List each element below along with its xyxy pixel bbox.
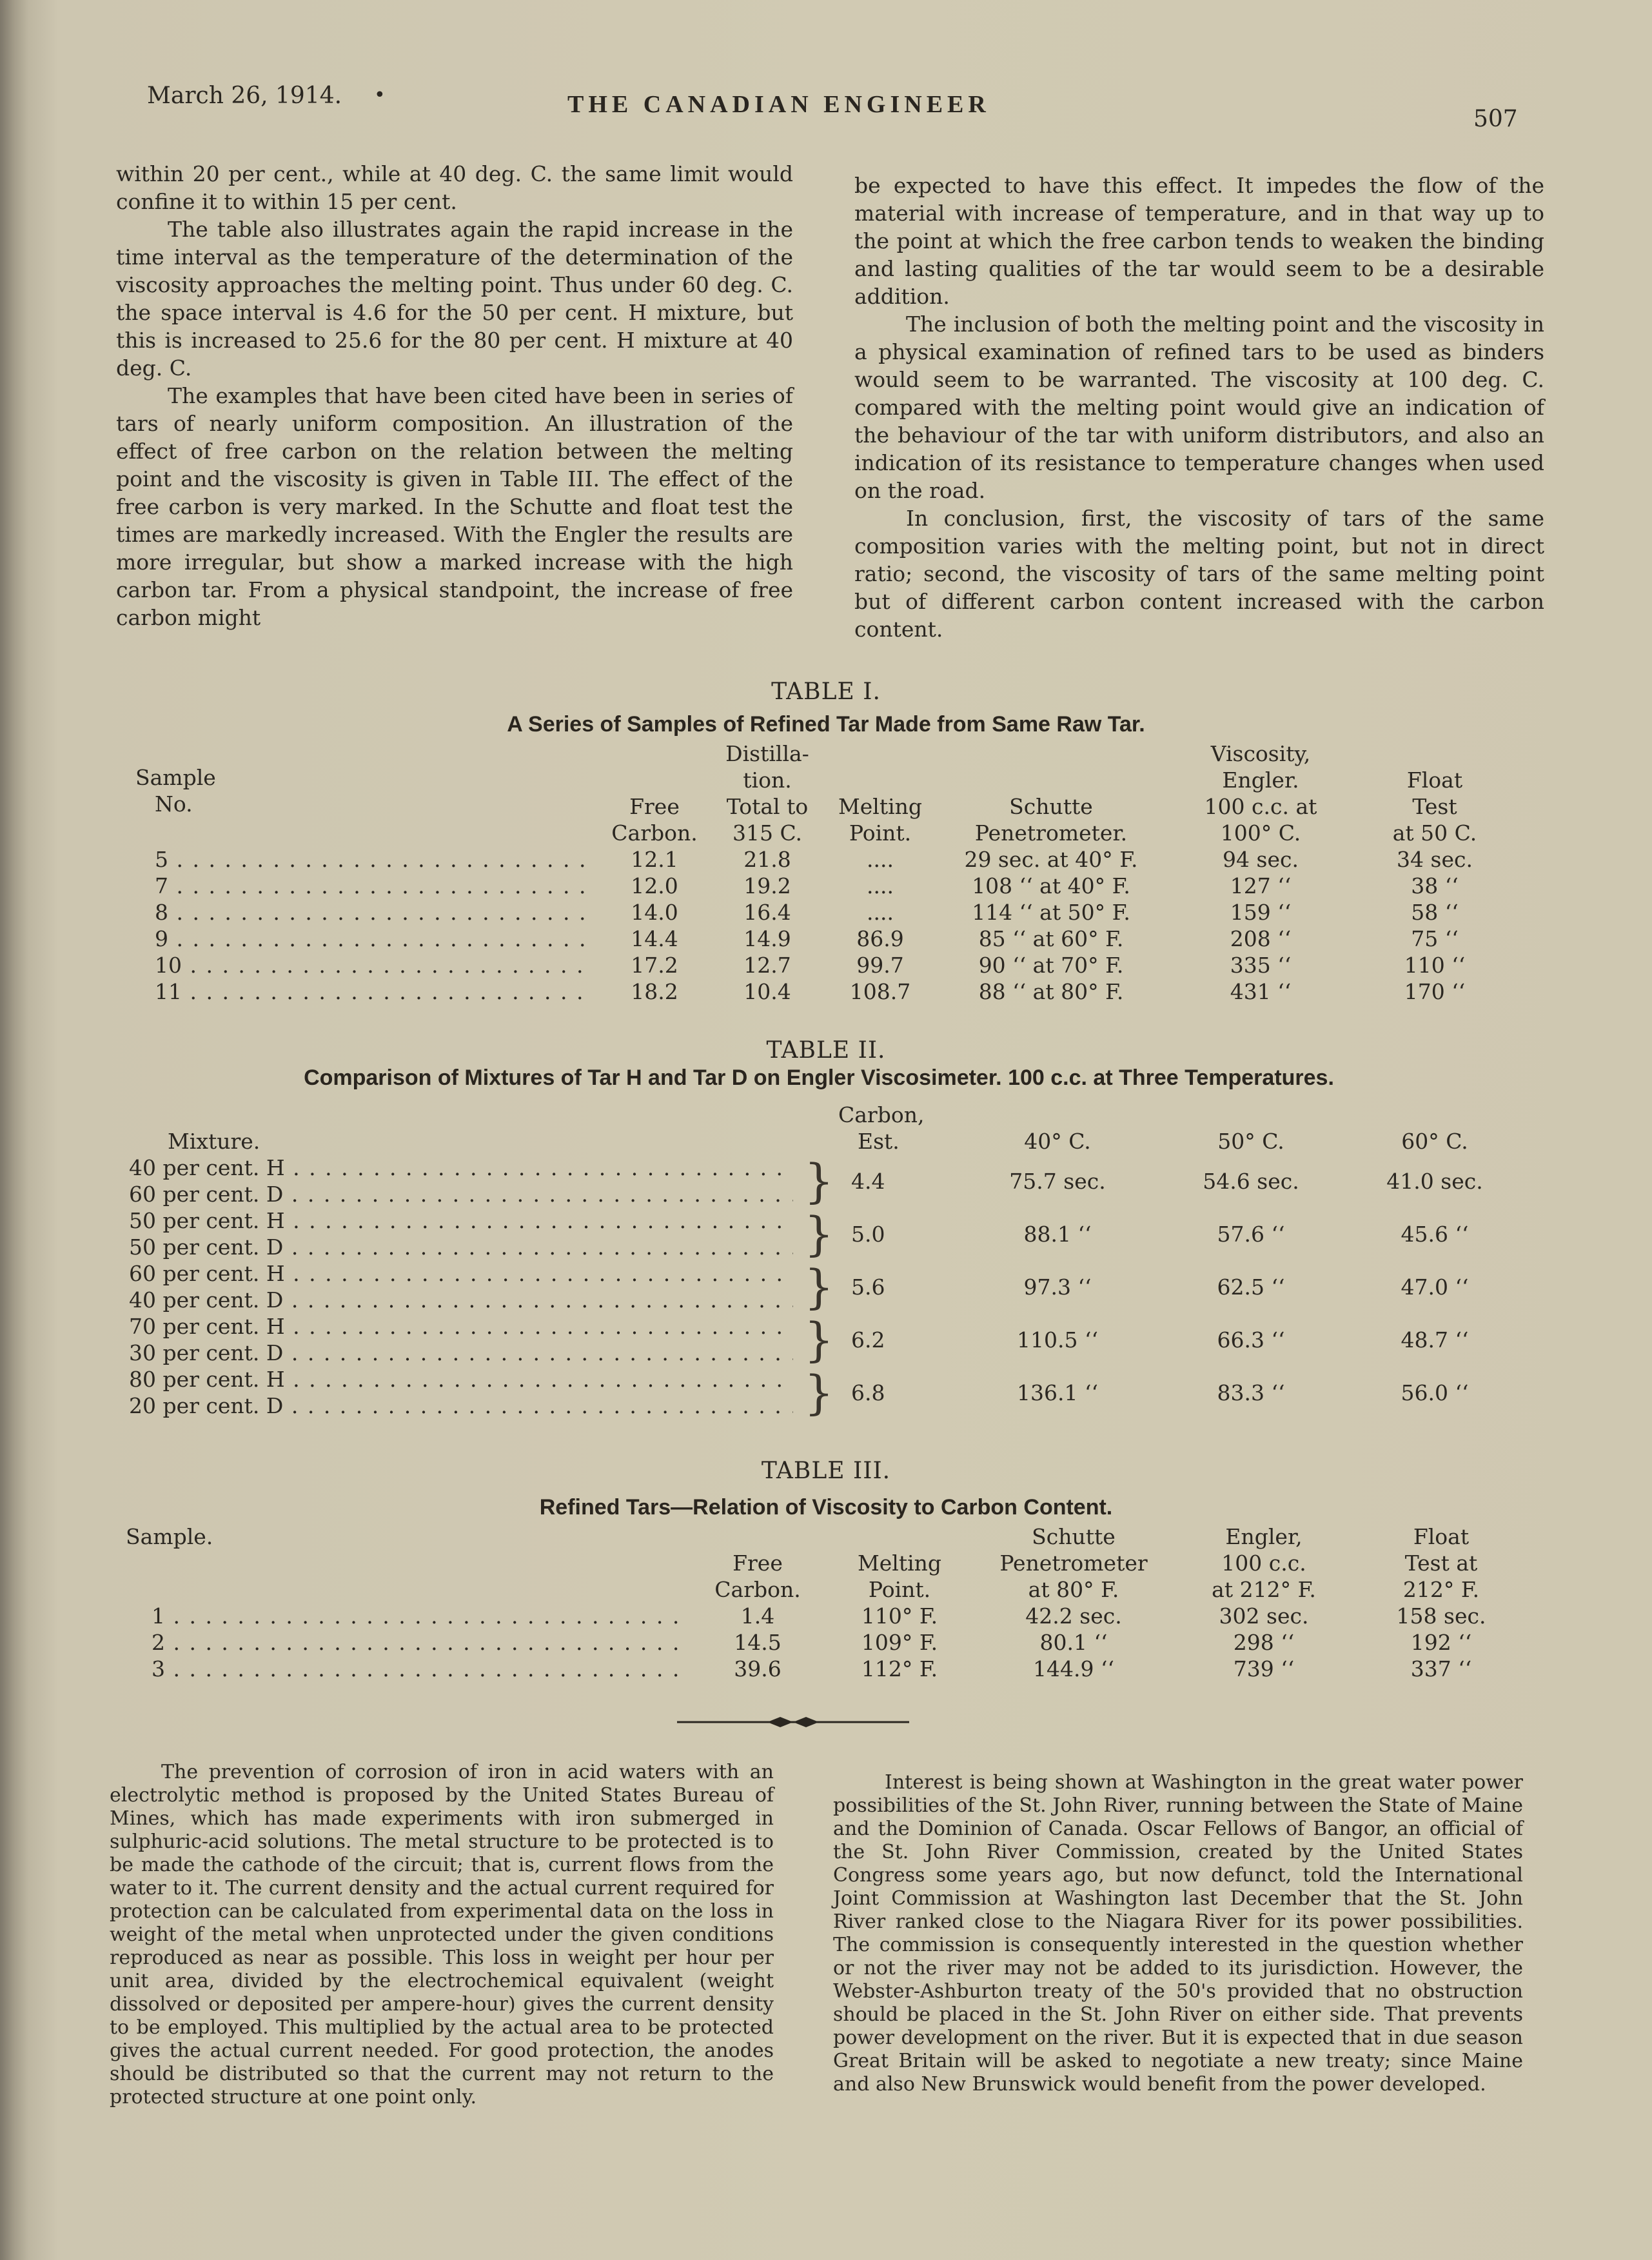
cell-distillation: 14.9 <box>743 926 791 951</box>
table-row <box>135 873 1515 899</box>
table1-header-row <box>135 740 1515 846</box>
mixture-line: 60 per cent. D <box>129 1182 284 1207</box>
cell-melting: .... <box>867 900 894 925</box>
table3-caption: TABLE III. <box>761 1458 891 1484</box>
cell-50: 62.5 ‘‘ <box>1217 1274 1285 1300</box>
cell-float: 58 ‘‘ <box>1411 900 1459 925</box>
mixture-line: 70 per cent. H <box>129 1314 285 1339</box>
header-bullet: • <box>374 84 386 106</box>
mixture-line: 30 per cent. D <box>129 1340 284 1365</box>
table1-head-distillation: Distilla- tion. Total to 315 C. <box>725 741 809 846</box>
cell-carbon: 14.0 <box>631 900 678 925</box>
cell-schutte-temp: at 70° F. <box>1032 953 1124 978</box>
paragraph: Interest is being shown at Washington in the great water power possibilities of the St. John River, running between the State of Maine and the Dominion of Canada. Oscar Fellows of Bangor, an official of the St. John River Commission, created by the United States Congress some years ago, but now defunct, told the International Joint Commission at Washington last December that the St. John River ranked close to the Niagara River for its power possibilities. The commission is consequently interested in the question whether or not the river may not be added to its jurisdiction. However, the Webster-Ashburton treaty of the 50's provided that no obstruction should be placed in the St. John River on either side. That prevents power development on the river. But it is expected that in due season Great Britain will be asked to negotiate a new treaty; since Maine and also New Brunswick would benefit from the power developed. <box>833 1771 1523 2096</box>
table2-head-40: 40° C. <box>1024 1129 1091 1154</box>
page-number: 507 <box>1473 106 1518 132</box>
table-row <box>129 1207 1522 1260</box>
cell-melting: .... <box>867 873 894 898</box>
mixture-line: 60 per cent. H <box>129 1261 285 1286</box>
mixture-line: 50 per cent. D <box>129 1234 284 1260</box>
cell-60: 56.0 ‘‘ <box>1401 1380 1469 1405</box>
cell-40: 75.7 sec. <box>1009 1168 1106 1194</box>
table2 <box>129 1102 1522 1419</box>
table-row <box>135 978 1515 1005</box>
table1-head-carbon: Free Carbon. <box>611 794 698 846</box>
cell-carbon: 17.2 <box>631 953 678 978</box>
cell-40: 88.1 ‘‘ <box>1023 1221 1092 1247</box>
table1 <box>135 740 1515 1005</box>
sample-no: 8 <box>155 900 168 925</box>
cell-schutte-temp: at 40° F. <box>1047 847 1138 872</box>
cell-engler: 94 sec. <box>1223 847 1299 872</box>
cell-float: 110 ‘‘ <box>1404 953 1466 978</box>
brace-icon: } <box>804 1260 834 1314</box>
table-row <box>135 846 1515 873</box>
cell-engler: 298 ‘‘ <box>1233 1630 1295 1655</box>
cell-carbon: 6.2 <box>851 1327 885 1353</box>
cell-melting: 86.9 <box>856 926 904 951</box>
table-row <box>129 1260 1522 1313</box>
table2-header-row <box>129 1102 1522 1155</box>
table1-head-sample: Sample No. <box>135 765 216 817</box>
brace-icon: } <box>804 1207 834 1261</box>
table2-head-60: 60° C. <box>1401 1129 1468 1154</box>
table3 <box>126 1523 1525 1682</box>
cell-40: 110.5 ‘‘ <box>1017 1327 1098 1353</box>
brace-icon: } <box>804 1154 834 1208</box>
sample-no: 9 <box>155 926 168 951</box>
table-row <box>129 1366 1522 1419</box>
mixture-line: 20 per cent. D <box>129 1393 284 1418</box>
cell-schutte: 114 ‘‘ <box>972 900 1033 925</box>
paragraph: The prevention of corrosion of iron in acid waters with an electrolytic method is proposed by the United States Bureau of Mines, which has made experiments with iron submerged in sulphuric-acid solutions. The metal structure to be protected is to be made the cathode of the circuit; that is, current flows from the water to it. The current density and the actual current required for protection can be calculated from experimental data on the loss in weight of the metal when unprotected under the given conditions reproduced as near as possible. This loss in weight per hour per unit area, divided by the electrochemical equivalent (weight dissolved or deposited per ampere-hour) gives the current density to be employed. This multiplied by the actual area to be protected gives the actual current needed. For good protection, the anodes should be distributed so that the current may not return to the protected structure at one point only. <box>110 1761 774 2108</box>
sample-no: 7 <box>155 873 168 898</box>
table2-head-mixture: Mixture. <box>168 1129 261 1154</box>
cell-distillation: 21.8 <box>743 847 791 872</box>
cell-melting: 108.7 <box>849 979 911 1004</box>
cell-50: 83.3 ‘‘ <box>1217 1380 1285 1405</box>
table3-head-melting: Melting Point. <box>857 1551 942 1602</box>
cell-50: 57.6 ‘‘ <box>1217 1221 1285 1247</box>
cell-engler: 127 ‘‘ <box>1230 873 1292 898</box>
table-row <box>129 1313 1522 1366</box>
cell-40: 97.3 ‘‘ <box>1023 1274 1092 1300</box>
cell-float: 158 sec. <box>1396 1603 1486 1629</box>
cell-schutte-temp: at 50° F. <box>1039 900 1130 925</box>
cell-carbon: 5.6 <box>851 1274 885 1300</box>
cell-schutte: 90 ‘‘ <box>978 953 1027 978</box>
cell-distillation: 10.4 <box>743 979 791 1004</box>
cell-carbon: 14.5 <box>734 1630 782 1655</box>
table1-head-melting: Melting Point. <box>838 794 923 846</box>
paragraph: within 20 per cent., while at 40 deg. C. the same limit would confine it to within 15 per cent. <box>116 161 793 214</box>
paragraph: be expected to have this effect. It impedes the flow of the material with increase of temperature, and in that way up to the point at which the free carbon tends to weaken the binding and lasting qualities of the tar would seem to be a desirable addition. <box>854 173 1544 309</box>
cell-float: 75 ‘‘ <box>1411 926 1459 951</box>
table2-head-50: 50° C. <box>1217 1129 1284 1154</box>
table3-head-schutte: Schutte Penetrometer at 80° F. <box>999 1524 1148 1602</box>
sample-no: 3 <box>152 1656 165 1681</box>
cell-50: 66.3 ‘‘ <box>1217 1327 1285 1353</box>
table-row <box>135 952 1515 978</box>
cell-carbon: 5.0 <box>851 1221 885 1247</box>
cell-melting: .... <box>867 847 894 872</box>
upper-right-column <box>854 172 1544 643</box>
table2-head-carbon: Carbon, Est. <box>838 1102 925 1154</box>
cell-float: 337 ‘‘ <box>1410 1656 1472 1681</box>
cell-carbon: 39.6 <box>734 1656 782 1681</box>
cell-engler: 302 sec. <box>1219 1603 1309 1629</box>
table-row <box>126 1603 1525 1629</box>
table-row <box>129 1155 1522 1207</box>
cell-60: 48.7 ‘‘ <box>1401 1327 1469 1353</box>
sample-no: 5 <box>155 847 168 872</box>
table3-subtitle: Refined Tars—Relation of Viscosity to Carbon Content. <box>539 1495 1113 1520</box>
sample-no: 2 <box>152 1630 165 1655</box>
cell-schutte: 29 sec. <box>964 847 1041 872</box>
upper-left-column <box>116 160 793 631</box>
cell-float: 170 ‘‘ <box>1404 979 1466 1004</box>
cell-carbon: 6.8 <box>851 1380 885 1405</box>
cell-schutte: 144.9 ‘‘ <box>1033 1656 1114 1681</box>
cell-distillation: 12.7 <box>743 953 791 978</box>
cell-engler: 431 ‘‘ <box>1230 979 1292 1004</box>
cell-distillation: 16.4 <box>743 900 791 925</box>
paragraph: The inclusion of both the melting point and the viscosity in a physical examination of refined tars to be used as binders would seem to be warranted. The viscosity at 100 deg. C. compared with the melting point would give an indication of the behaviour of the tar with uniform distributors, and also an indication of its resistance to temperature changes when used on the road. <box>854 312 1544 503</box>
table-row <box>126 1656 1525 1682</box>
table2-caption: TABLE II. <box>766 1037 886 1064</box>
section-divider <box>677 1714 909 1730</box>
mixture-line: 50 per cent. H <box>129 1208 285 1233</box>
table3-header-row <box>126 1523 1525 1603</box>
table-row <box>135 926 1515 952</box>
table3-head-engler: Engler, 100 c.c. at 212° F. <box>1212 1524 1316 1602</box>
cell-carbon: 14.4 <box>631 926 678 951</box>
sample-no: 1 <box>152 1603 165 1629</box>
table1-caption: TABLE I. <box>771 679 881 705</box>
cell-schutte-temp: at 80° F. <box>1032 979 1124 1004</box>
cell-engler: 335 ‘‘ <box>1230 953 1292 978</box>
table3-head-float: Float Test at 212° F. <box>1402 1524 1480 1602</box>
cell-carbon: 12.1 <box>631 847 678 872</box>
table1-head-float: Float Test at 50 C. <box>1392 768 1477 846</box>
cell-schutte: 88 ‘‘ <box>978 979 1027 1004</box>
cell-melting: 99.7 <box>856 953 904 978</box>
table3-head-sample: Sample. <box>126 1524 213 1549</box>
lower-left-column <box>110 1761 774 2109</box>
cell-carbon: 1.4 <box>740 1603 775 1629</box>
paragraph: The examples that have been cited have been in series of tars of nearly uniform composition. An illustration of the effect of free carbon on the relation between the melting point and the viscosity is given in Table III. The effect of the free carbon is very marked. In the Schutte and float test the times are markedly increased. With the Engler the results are more irregular, but show a marked increase with the high carbon tar. From a physical standpoint, the increase of free carbon might <box>116 383 793 630</box>
cell-distillation: 19.2 <box>743 873 791 898</box>
cell-melting: 110° F. <box>861 1603 938 1629</box>
paragraph: The table also illustrates again the rapid increase in the time interval as the temperature of the determination of the viscosity approaches the melting point. Thus under 60 deg. C. the space interval is 4.6 for the 50 per cent. H mixture, but this is increased to 25.6 for the 80 per cent. H mixture at 40 deg. C. <box>116 217 793 381</box>
journal-title: THE CANADIAN ENGINEER <box>567 91 990 118</box>
brace-icon: } <box>804 1365 834 1420</box>
cell-60: 45.6 ‘‘ <box>1401 1221 1469 1247</box>
cell-50: 54.6 sec. <box>1203 1168 1299 1194</box>
cell-schutte-temp: at 40° F. <box>1039 873 1130 898</box>
cell-melting: 109° F. <box>861 1630 938 1655</box>
sample-no: 11 <box>155 979 182 1004</box>
mixture-line: 80 per cent. H <box>129 1367 285 1392</box>
table2-subtitle: Comparison of Mixtures of Tar H and Tar D on Engler Viscosimeter. 100 c.c. at Three Temperatures. <box>304 1066 1334 1090</box>
cell-schutte: 108 ‘‘ <box>972 873 1033 898</box>
cell-carbon: 4.4 <box>851 1168 885 1194</box>
table1-subtitle: A Series of Samples of Refined Tar Made from Same Raw Tar. <box>507 712 1145 737</box>
cell-engler: 208 ‘‘ <box>1230 926 1292 951</box>
cell-float: 38 ‘‘ <box>1411 873 1459 898</box>
table1-head-engler: Viscosity, Engler. 100 c.c. at 100° C. <box>1204 741 1317 846</box>
cell-60: 41.0 sec. <box>1386 1168 1483 1194</box>
table-row <box>135 899 1515 926</box>
header-date: March 26, 1914. <box>147 83 342 109</box>
cell-60: 47.0 ‘‘ <box>1401 1274 1469 1300</box>
brace-icon: } <box>804 1313 834 1367</box>
lower-right-column <box>833 1771 1523 2096</box>
cell-schutte-temp: at 60° F. <box>1032 926 1124 951</box>
cell-schutte: 85 ‘‘ <box>978 926 1027 951</box>
cell-40: 136.1 ‘‘ <box>1017 1380 1098 1405</box>
table3-head-carbon: Free Carbon. <box>714 1551 801 1602</box>
cell-schutte: 80.1 ‘‘ <box>1039 1630 1108 1655</box>
cell-float: 192 ‘‘ <box>1410 1630 1472 1655</box>
cell-float: 34 sec. <box>1397 847 1473 872</box>
cell-carbon: 12.0 <box>631 873 678 898</box>
table-row <box>126 1629 1525 1656</box>
cell-engler: 739 ‘‘ <box>1233 1656 1295 1681</box>
sample-no: 10 <box>155 953 182 978</box>
cell-engler: 159 ‘‘ <box>1230 900 1292 925</box>
cell-carbon: 18.2 <box>631 979 678 1004</box>
paragraph: In conclusion, first, the viscosity of tars of the same composition varies with the melting point, but not in direct ratio; second, the viscosity of tars of the same melting point but of different carbon content increased with the carbon content. <box>854 506 1544 642</box>
mixture-line: 40 per cent. D <box>129 1287 284 1313</box>
table1-head-schutte: Schutte Penetrometer. <box>974 794 1128 846</box>
cell-schutte: 42.2 sec. <box>1025 1603 1122 1629</box>
cell-melting: 112° F. <box>861 1656 938 1681</box>
mixture-line: 40 per cent. H <box>129 1155 285 1180</box>
